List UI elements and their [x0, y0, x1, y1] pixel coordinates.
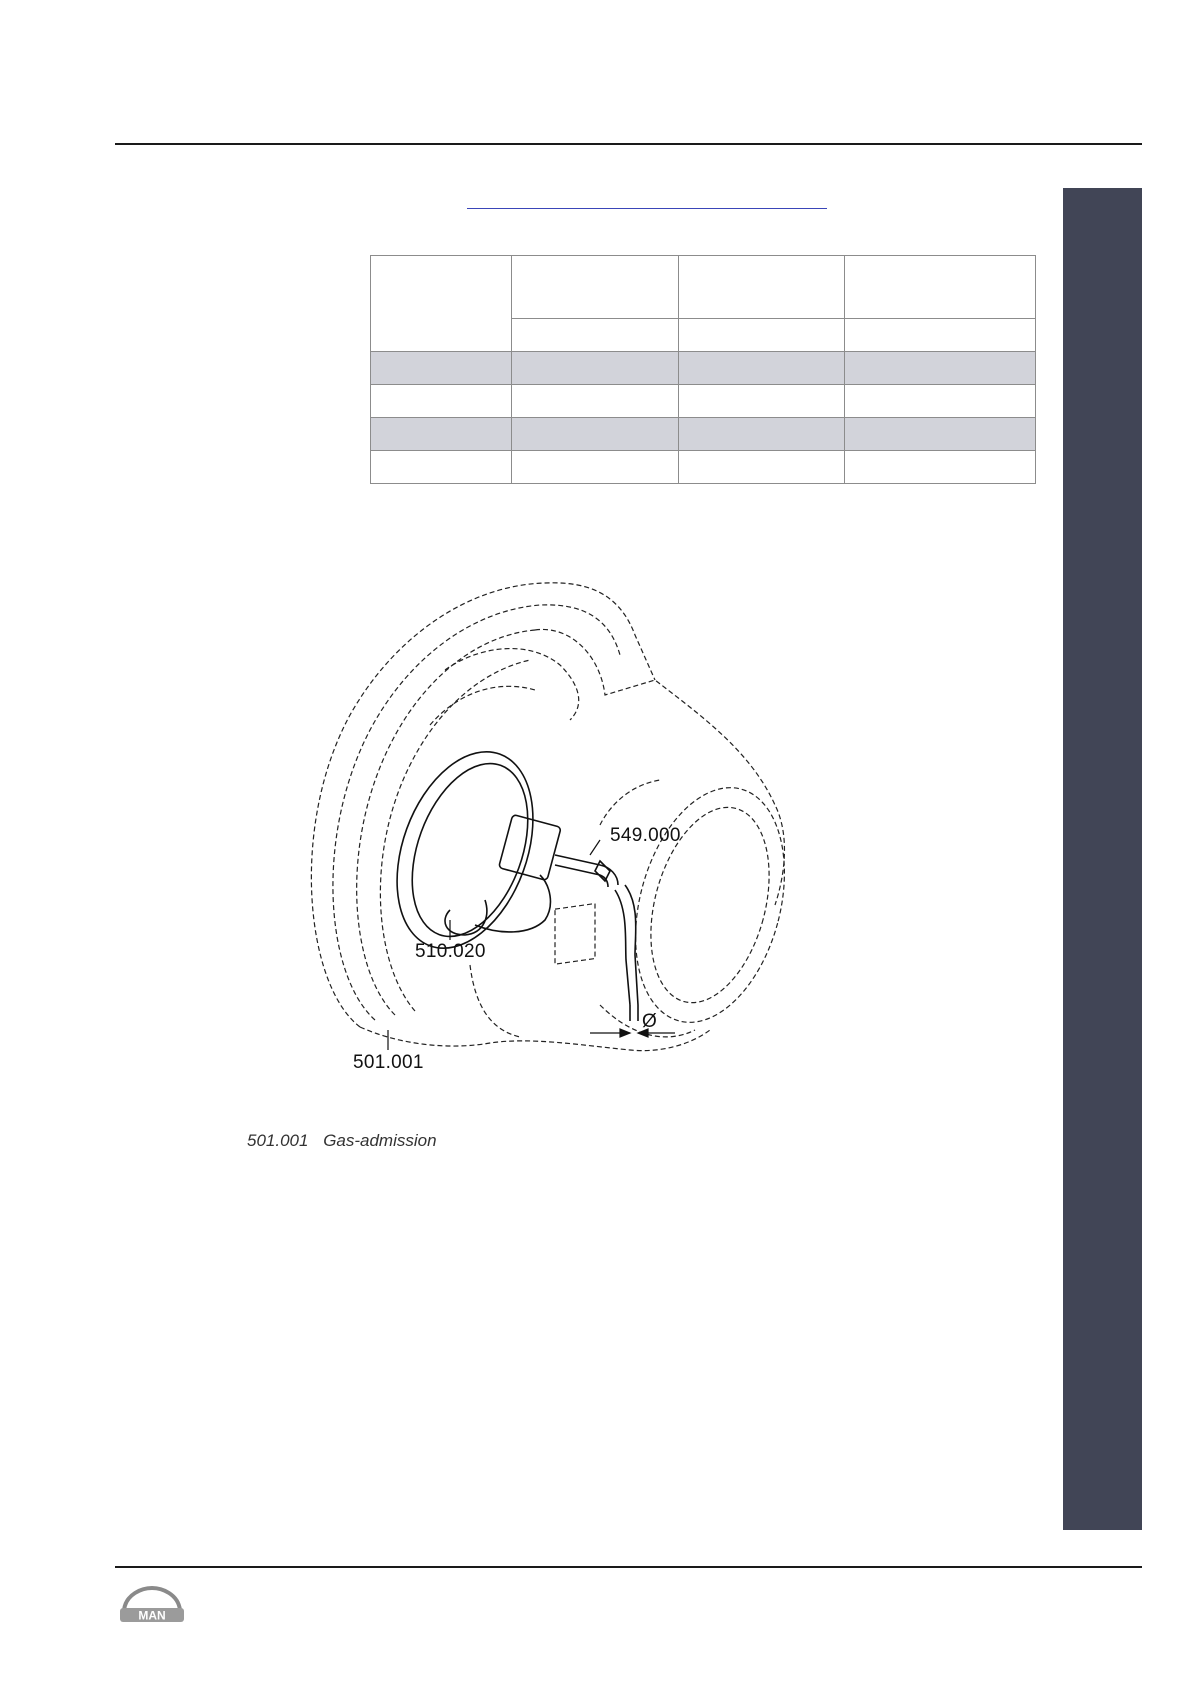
man-logo-mark: [118, 1586, 186, 1626]
table-cell: [845, 352, 1036, 385]
man-logo: [118, 1586, 186, 1626]
gas-pipe-down: [615, 885, 638, 1005]
outlet-side-line: [600, 780, 660, 825]
outlet-cylinder-outer: [611, 771, 808, 1039]
housing-body-top: [535, 629, 784, 905]
spec-table: [370, 255, 1036, 484]
caption-text: Gas-admission: [323, 1131, 437, 1150]
gas-valve-ring-inner: [390, 748, 549, 953]
gas-valve-loop: [445, 875, 550, 935]
dimension-arrow-left: [620, 1029, 630, 1037]
table-cell: [512, 418, 679, 451]
table-cell: [512, 352, 679, 385]
table-header-row: [371, 256, 1036, 319]
side-tab-bar: [1063, 188, 1142, 1530]
leader-549: [590, 840, 600, 855]
gas-admission-figure: [300, 575, 860, 1115]
table-cell: [371, 418, 512, 451]
gas-pipe: [555, 855, 618, 887]
table-cell: [679, 385, 845, 418]
caption-number: 501.001: [247, 1131, 309, 1150]
logo-text: MAN: [138, 1608, 166, 1623]
table-cell: [512, 256, 679, 319]
table-cell: [845, 418, 1036, 451]
table-cell: [845, 256, 1036, 319]
section-title-link[interactable]: [467, 188, 827, 209]
gas-admission-drawing: [300, 575, 860, 1115]
table-cell: [512, 385, 679, 418]
table-row: [371, 352, 1036, 385]
header-rule: [115, 143, 1142, 145]
gas-valve-ring-outer: [372, 733, 558, 967]
table-cell: [371, 451, 512, 484]
footer-rule: [115, 1566, 1142, 1568]
housing-upper-detail: [430, 686, 535, 725]
table-cell: [679, 319, 845, 352]
table-cell: [679, 256, 845, 319]
housing-top-edge: [445, 649, 579, 720]
housing-body-bottom: [360, 1027, 710, 1051]
callout-549: 549.000: [610, 825, 681, 846]
gas-pipe-end: [630, 1005, 638, 1021]
table-cell: [845, 451, 1036, 484]
table-cell: [512, 451, 679, 484]
table-cell: [845, 319, 1036, 352]
callout-diameter: Ø: [642, 1011, 658, 1032]
table-row: [371, 385, 1036, 418]
table-cell: [845, 385, 1036, 418]
table-cell: [371, 256, 512, 352]
table-cell: [371, 385, 512, 418]
table-cell: [512, 319, 679, 352]
mounting-bracket: [555, 904, 595, 965]
table-cell: [371, 352, 512, 385]
housing-flank: [470, 965, 520, 1037]
figure-caption: [247, 1131, 437, 1151]
callout-510: 510.020: [415, 941, 486, 962]
callout-501: 501.001: [353, 1052, 424, 1073]
table-row: [371, 451, 1036, 484]
table-row: [371, 418, 1036, 451]
table-cell: [679, 352, 845, 385]
table-cell: [679, 451, 845, 484]
table-cell: [679, 418, 845, 451]
